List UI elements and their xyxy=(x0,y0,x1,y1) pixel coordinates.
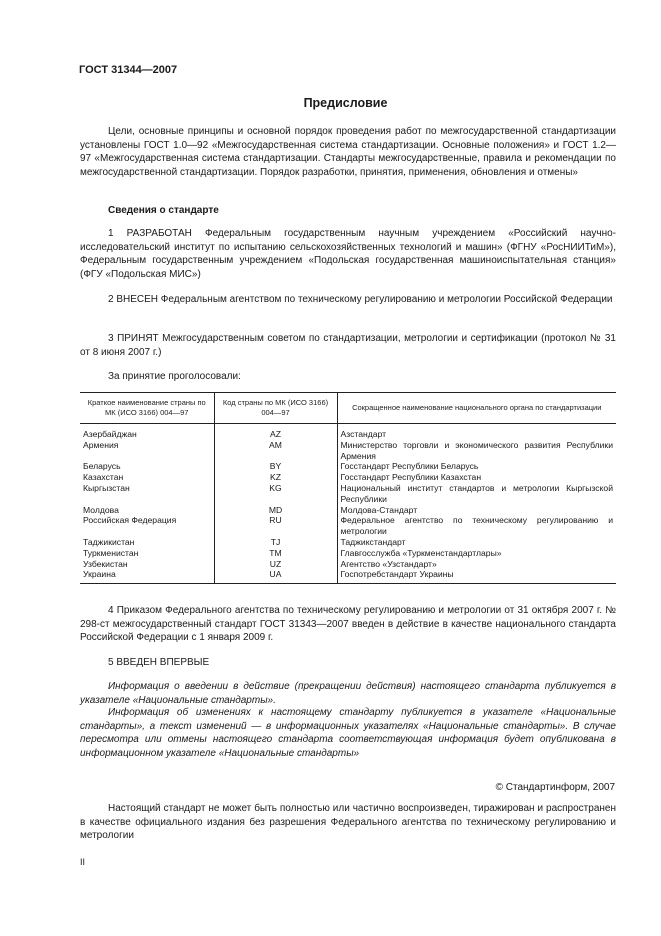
code-cell: AZ xyxy=(214,424,337,440)
item-3-text: 3 ПРИНЯТ Межгосударственным советом по стандартизации, метрологии и сертификации (протокол № 31 от 8 июня 2007 г.) xyxy=(80,333,616,358)
vote-intro-paragraph xyxy=(80,370,616,384)
country-cell: Кыргызстан xyxy=(83,482,130,493)
table-row xyxy=(80,569,616,583)
code-cell: AM xyxy=(214,440,337,462)
code-cell: TM xyxy=(214,548,337,559)
table-row xyxy=(80,559,616,570)
table-row xyxy=(80,505,616,516)
code-cell: UZ xyxy=(214,559,337,570)
table-row xyxy=(80,537,616,548)
body-cell: Азстандарт xyxy=(337,424,616,440)
item-2-text: 2 ВНЕСЕН Федеральным агентством по техническому регулированию и метрологии Российской Федерации xyxy=(108,294,613,305)
country-cell: Азербайджан xyxy=(83,429,137,439)
country-cell: Таджикистан xyxy=(83,536,135,547)
notice-paragraph xyxy=(80,802,616,843)
item-2-paragraph xyxy=(80,293,616,307)
code-cell: KG xyxy=(214,483,337,505)
country-cell: Украина xyxy=(80,569,214,583)
section-heading: Сведения о стандарте xyxy=(108,205,219,216)
page-number: II xyxy=(80,857,86,867)
country-cell: Молдова xyxy=(83,504,119,515)
table-header-row xyxy=(80,393,616,424)
voting-table xyxy=(80,392,616,584)
body-cell: Главгосслужба «Туркменстандартлары» xyxy=(337,548,616,559)
info-2-text: Информация об изменениях к настоящему стандарту публикуется в указателе «Национальные стандарты», а текст изменений — в информационных указателях «Национальные стандарты». В случае пересмотра или отмены настоящего стандарта соответствующая информация будет опубликована в информационном указателе «Национальные стандарты» xyxy=(80,707,616,759)
country-cell: Российская Федерация xyxy=(83,515,177,526)
country-cell: Узбекистан xyxy=(83,558,128,569)
table-row xyxy=(80,472,616,483)
table-row xyxy=(80,461,616,472)
header-code: Код страны по МК (ИСО 3166) 004—97 xyxy=(214,393,337,424)
vote-intro-text: За принятие проголосовали: xyxy=(108,371,241,382)
code-cell: KZ xyxy=(214,472,337,483)
code-cell: RU xyxy=(214,515,337,537)
document-code: ГОСТ 31344—2007 xyxy=(79,64,178,76)
copyright: © Стандартинформ, 2007 xyxy=(495,782,615,793)
country-cell: Армения xyxy=(83,439,119,450)
country-cell: Казахстан xyxy=(83,472,124,483)
country-cell: Беларусь xyxy=(83,461,121,472)
body-cell: Федеральное агентство по техническому регулированию и метрологии xyxy=(337,515,616,537)
body-cell: Национальный институт стандартов и метрологии Кыргызской Республики xyxy=(337,483,616,505)
code-cell: TJ xyxy=(214,537,337,548)
page-title: Предисловие xyxy=(303,96,388,110)
body-cell: Молдова-Стандарт xyxy=(337,505,616,516)
code-cell: BY xyxy=(214,461,337,472)
item-3-paragraph xyxy=(80,332,616,359)
table-row xyxy=(80,515,616,537)
item-4-text: 4 Приказом Федерального агентства по техническому регулированию и метрологии от 31 октября 2007 г. № 298-ст межгосударственный стандарт ГОСТ 31343—2007 введен в действие в качестве национального стандарта Российской Федерации с 1 января 2009 г. xyxy=(80,605,616,644)
header-country: Краткое наименование страны по МК (ИСО 3166) 004—97 xyxy=(80,393,214,424)
table-row xyxy=(80,548,616,559)
item-5-text: 5 ВВЕДЕН ВПЕРВЫЕ xyxy=(108,657,210,668)
info-1-paragraph xyxy=(80,680,616,707)
code-cell: UA xyxy=(214,569,337,583)
info-2-paragraph xyxy=(80,706,616,760)
body-cell: Госстандарт Республики Беларусь xyxy=(337,461,616,472)
country-cell: Туркменистан xyxy=(83,547,139,558)
item-1-paragraph xyxy=(80,227,616,281)
item-1-text: 1 РАЗРАБОТАН Федеральным государственным научным учреждением «Российский научно-исследовательский институт по испытанию сельскохозяйственных технологий и машин» (ФГНУ «РосНИИТиМ»), Федеральным государственным учреждением «Подольская государственная машиноиспытательная станция» (ФГУ «Подольская МИС») xyxy=(80,228,616,280)
body-cell: Агентство «Узстандарт» xyxy=(337,559,616,570)
item-5-paragraph xyxy=(80,656,616,670)
body-cell: Министерство торговли и экономического развития Республики Армения xyxy=(337,440,616,462)
table-row xyxy=(80,424,616,440)
body-cell: Госстандарт Республики Казахстан xyxy=(337,472,616,483)
code-cell: MD xyxy=(214,505,337,516)
body-cell: Госпотребстандарт Украины xyxy=(337,569,616,583)
table-row xyxy=(80,483,616,505)
table-row xyxy=(80,440,616,462)
intro-text: Цели, основные принципы и основной порядок проведения работ по межгосударственной стандартизации установлены ГОСТ 1.0—92 «Межгосударственная система стандартизации. Основные положения» и ГОСТ 1.2—97 «Межгосударственная система стандартизации. Стандарты межгосударственные, правила и рекомендации по межгосударственной стандартизации. Порядок разработки, принятия, применения, обновления и отмены» xyxy=(80,126,616,178)
body-cell: Таджикстандарт xyxy=(337,537,616,548)
notice-text: Настоящий стандарт не может быть полностью или частично воспроизведен, тиражирован и распространен в качестве официального издания без разрешения Федерального агентства по техническому регулированию и метрологии xyxy=(80,803,616,842)
info-1-text: Информация о введении в действие (прекращении действия) настоящего стандарта публикуется в указателе «Национальные стандарты». xyxy=(80,681,616,706)
header-body: Сокращенное наименование национального органа по стандартизации xyxy=(337,393,616,424)
intro-paragraph xyxy=(80,125,616,179)
item-4-paragraph xyxy=(80,604,616,645)
